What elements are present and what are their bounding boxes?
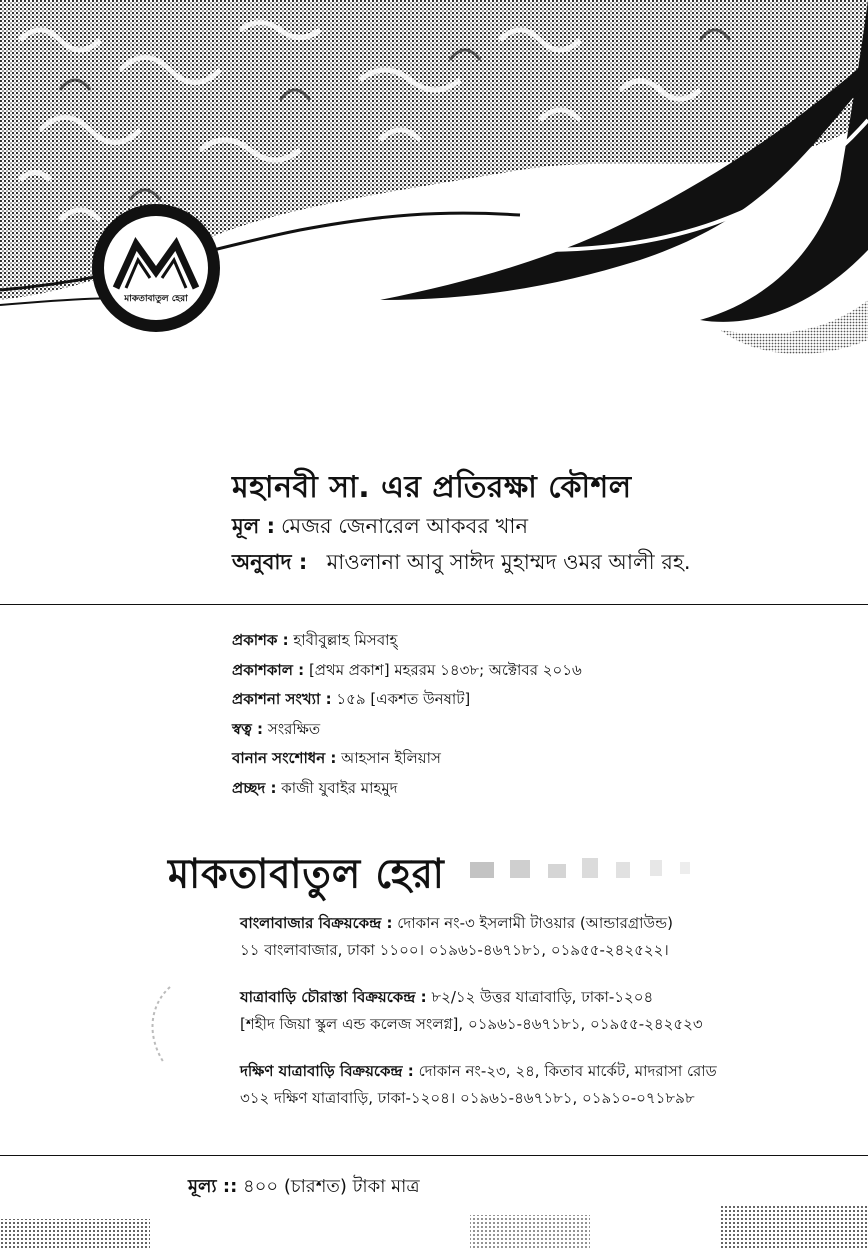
store-south-jatrabari xyxy=(240,1058,840,1112)
book-title: মহানবী সা. এর প্রতিরক্ষা কৌশল xyxy=(232,470,632,505)
store-label: যাত্রাবাড়ি চৌরাস্তা বিক্রয়কেন্দ্র : xyxy=(240,988,427,1006)
divider-line xyxy=(0,604,868,605)
store-contact: ৩১২ দক্ষিণ যাত্রাবাড়ি, ঢাকা-১২০৪। ০১৯৬১-৪৬৭১৮১, ০১৯১০-০৭১৮৯৮ xyxy=(240,1089,695,1107)
price-value: ৪০০ (চারশত) টাকা মাত্র xyxy=(243,1176,420,1197)
bottom-halftone-decoration xyxy=(0,1205,868,1249)
imprint-label: প্রকাশকাল : xyxy=(232,660,305,679)
store-banglabazar xyxy=(240,910,840,964)
store-label: দক্ষিণ যাত্রাবাড়ি বিক্রয়কেন্দ্র : xyxy=(240,1062,414,1080)
store-contact: ১১ বাংলাবাজার, ঢাকা ১১০০। ০১৯৬১-৪৬৭১৮১, ০১৯৫৫-২৪২৫২২। xyxy=(240,941,669,959)
store-label: বাংলাবাজার বিক্রয়কেন্দ্র : xyxy=(240,914,393,932)
original-label: মূল : xyxy=(232,514,276,538)
imprint-value: হাবীবুল্লাহ মিসবাহ্ xyxy=(293,631,398,649)
imprint-row-cover xyxy=(232,774,832,804)
imprint-value: [প্রথম প্রকাশ] মহররম ১৪৩৮; অক্টোবর ২০১৬ xyxy=(308,660,582,679)
translator-line xyxy=(232,544,852,580)
imprint-label: বানান সংশোধন : xyxy=(232,749,337,767)
store-address: দোকান নং-২৩, ২৪, কিতাব মার্কেট, মাদরাসা রোড xyxy=(418,1062,717,1080)
imprint-label: স্বত্ব : xyxy=(232,719,264,738)
imprint-value: ১৫৯ [একশত উনষাট] xyxy=(336,690,471,708)
imprint-value: আহসান ইলিয়াস xyxy=(341,749,441,767)
imprint-label: প্রকাশনা সংখ্যা : xyxy=(232,690,332,708)
publisher-logo-icon xyxy=(88,200,224,336)
translator-label: অনুবাদ : xyxy=(232,550,308,574)
original-author: মেজর জেনারেল আকবর খান xyxy=(281,514,528,538)
title-block xyxy=(232,468,852,580)
imprint-value: সংরক্ষিত xyxy=(267,719,321,738)
sales-centers xyxy=(240,910,840,1132)
store-contact: [শহীদ জিয়া স্কুল এন্ড কলেজ সংলগ্ন], ০১৯৬১-৪৬৭১৮১, ০১৯৫৫-২৪২৫২৩ xyxy=(240,1015,703,1033)
imprint-label: প্রকাশক : xyxy=(232,631,289,649)
brand-speckle-decoration xyxy=(470,850,700,890)
logo-caption: মাকতাবাতুল হেরা xyxy=(124,294,188,304)
translator-name: মাওলানা আবু সাঈদ মুহাম্মদ ওমর আলী রহ. xyxy=(326,550,691,574)
imprint-details xyxy=(232,626,832,803)
price-line xyxy=(188,1172,420,1203)
imprint-row-rights xyxy=(232,715,832,745)
store-address: ৮২/১২ উত্তর যাত্রাবাড়ি, ঢাকা-১২০৪ xyxy=(431,988,654,1006)
faint-bracket-decoration xyxy=(140,985,180,1065)
price-label: মূল্য :: xyxy=(188,1176,238,1197)
imprint-value: কাজী যুবাইর মাহমুদ xyxy=(281,778,398,797)
imprint-row-proofreading xyxy=(232,744,832,774)
imprint-row-publisher xyxy=(232,626,832,656)
original-author-line xyxy=(232,508,852,544)
store-jatrabari-chowrasta xyxy=(240,984,840,1038)
imprint-row-date xyxy=(232,656,832,686)
publisher-brand-wordmark: মাকতাবাতুল হেরা xyxy=(168,849,445,898)
publisher-logo xyxy=(88,200,224,336)
imprint-row-number xyxy=(232,685,832,715)
imprint-label: প্রচ্ছদ : xyxy=(232,778,277,797)
store-address: দোকান নং-৩ ইসলামী টাওয়ার (আন্ডারগ্রাউন্ড) xyxy=(397,914,673,932)
